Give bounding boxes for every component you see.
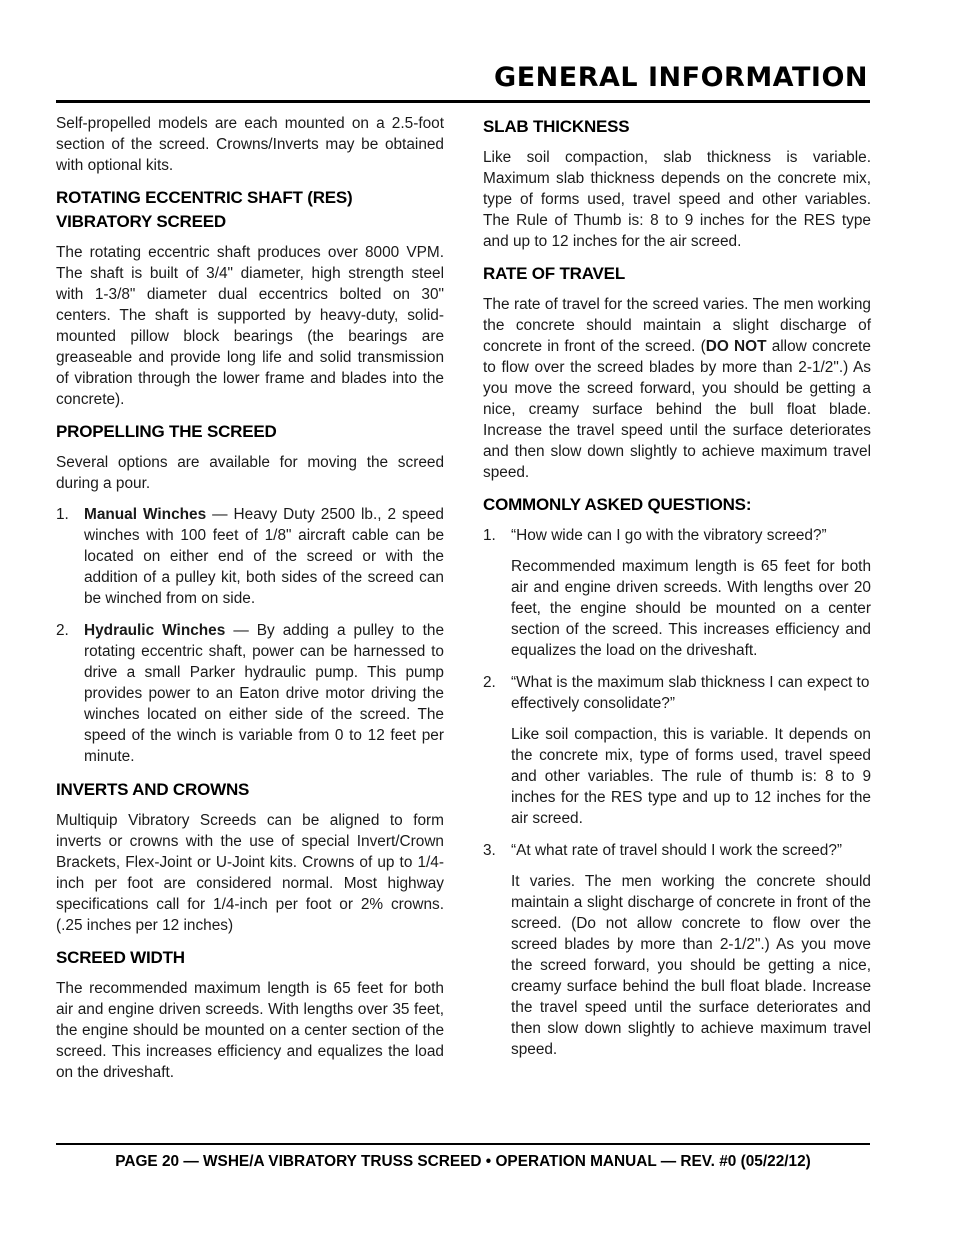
list-item-text [84,620,444,767]
faq-answer: Recommended maximum length is 65 feet for both air and engine driven screeds. With lengths over 20 feet, the engine should be mounted on a center section of the screed. This increases efficiency and equalizes the load on the driveshaft. [511,558,871,659]
faq-heading: COMMONLY ASKED QUESTIONS: [483,495,752,514]
intro-paragraph: Self-propelled models are each mounted on a 2.5-foot section of the screed. Crowns/Inverts may be obtained with optional kits. [56,115,444,174]
rate-text-part-2: allow concrete to flow over the screed blades by more than 2-1/2".) As you move the screed forward, you should be getting a nice, creamy surface behind the bull float blade. Increase the travel speed until the surface deteriorates and then slow down slightly to achieve maximum travel speed. [483,338,871,481]
list-item [56,504,444,609]
faq-answer: It varies. The men working the concrete should maintain a slight discharge of concrete in front of the screed. (Do not allow concrete to flow over the screed blades by more than 2-1/2".) As you move the screed forward, you should be getting a nice, creamy surface behind the bull float blade. Increase the travel speed until the surface deteriorates and then slow down slightly to achieve maximum travel speed. [511,873,871,1058]
propelling-paragraph: Several options are available for moving the screed during a pour. [56,454,444,492]
faq-answer: Like soil compaction, this is variable. It depends on the concrete mix, type of forms used, travel speed and other variables. The rule of thumb is: 8 to 9 inches for the RES type and up to 12 inches for the air screed. [511,726,871,827]
right-column [483,113,871,1071]
left-column [56,113,444,1093]
list-item-body: — By adding a pulley to the rotating eccentric shaft, power can be harnessed to drive a small Parker hydraulic pump. This pump provides power to an Eaton drive motor driving the winches located on either side of the screed. The speed of the winch is variable from 0 to 12 feet per minute. [84,622,444,765]
propelling-options-list [56,504,444,767]
faq-item [483,525,871,661]
screed-width-paragraph: The recommended maximum length is 65 feet for both air and engine driven screeds. With lengths over 35 feet, the engine should be mounted on a center section of the screed. This increases efficiency and equalizes the load on the driveshaft. [56,980,444,1081]
faq-question: “What is the maximum slab thickness I can expect to effectively consolidate?” [511,674,870,712]
list-item [56,620,444,767]
header-rule [56,100,870,103]
faq-number: 2. [483,674,496,691]
list-item-text [84,504,444,609]
list-item-body: — Heavy Duty 2500 lb., 2 speed winches with 100 feet of 1/8" aircraft cable can be located on either end of the screed or with the addition of a pulley kit, both sides of the screed can be winched from on side. [84,506,444,607]
res-heading [56,186,444,234]
list-item-lead: Hydraulic Winches [84,622,226,639]
rate-text-emphasis: DO NOT [705,338,767,355]
res-heading-line-2: VIBRATORY SCREED [56,212,226,231]
res-heading-line-1: ROTATING ECCENTRIC SHAFT (RES) [56,188,353,207]
rate-of-travel-paragraph [483,294,871,483]
list-number: 2. [56,622,69,639]
faq-list [483,525,871,1060]
slab-thickness-paragraph: Like soil compaction, slab thickness is variable. Maximum slab thickness depends on the concrete mix, type of forms used, travel speed and other variables. The Rule of Thumb is: 8 to 9 inches for the RES type and up to 12 inches for the air screed. [483,149,871,250]
res-paragraph: The rotating eccentric shaft produces over 8000 VPM. The shaft is built of 3/4" diameter, high strength steel with 1-3/8" diameter dual eccentrics bolted on 30" centers. The shaft is supported by heavy-duty, solid-mounted pillow block bearings (the bearings are greaseable and provide long life and solid transmission of vibration through the lower frame and blades into the concrete). [56,244,444,408]
faq-number: 1. [483,527,496,544]
slab-thickness-heading: SLAB THICKNESS [483,117,630,136]
faq-item [483,840,871,1060]
list-number: 1. [56,506,69,523]
footer-rule [56,1143,870,1145]
rate-text-part-1: The rate of travel for the screed varies. The men working the concrete should maintain a slight discharge of concrete in front of the screed. ( [483,296,871,355]
propelling-heading: PROPELLING THE SCREED [56,422,277,441]
list-item-lead: Manual Winches [84,506,207,523]
screed-width-heading: SCREED WIDTH [56,948,185,967]
faq-question: “At what rate of travel should I work the screed?” [511,842,843,859]
faq-number: 3. [483,842,496,859]
inverts-paragraph: Multiquip Vibratory Screeds can be aligned to form inverts or crowns with the use of special Invert/Crown Brackets, Flex-Joint or U-Joint kits. Crowns of up to 1/4-inch per foot are considered normal. Most highway specifications call for 1/4-inch per foot or 2% crowns. (.25 inches per 12 inches) [56,812,444,934]
page-title: GENERAL INFORMATION [494,62,868,93]
faq-item [483,672,871,829]
inverts-heading: INVERTS AND CROWNS [56,780,250,799]
faq-question: “How wide can I go with the vibratory screed?” [511,527,827,544]
page-footer: PAGE 20 — WSHE/A VIBRATORY TRUSS SCREED • OPERATION MANUAL — REV. #0 (05/22/12) [115,1153,811,1170]
rate-of-travel-heading: RATE OF TRAVEL [483,264,626,283]
